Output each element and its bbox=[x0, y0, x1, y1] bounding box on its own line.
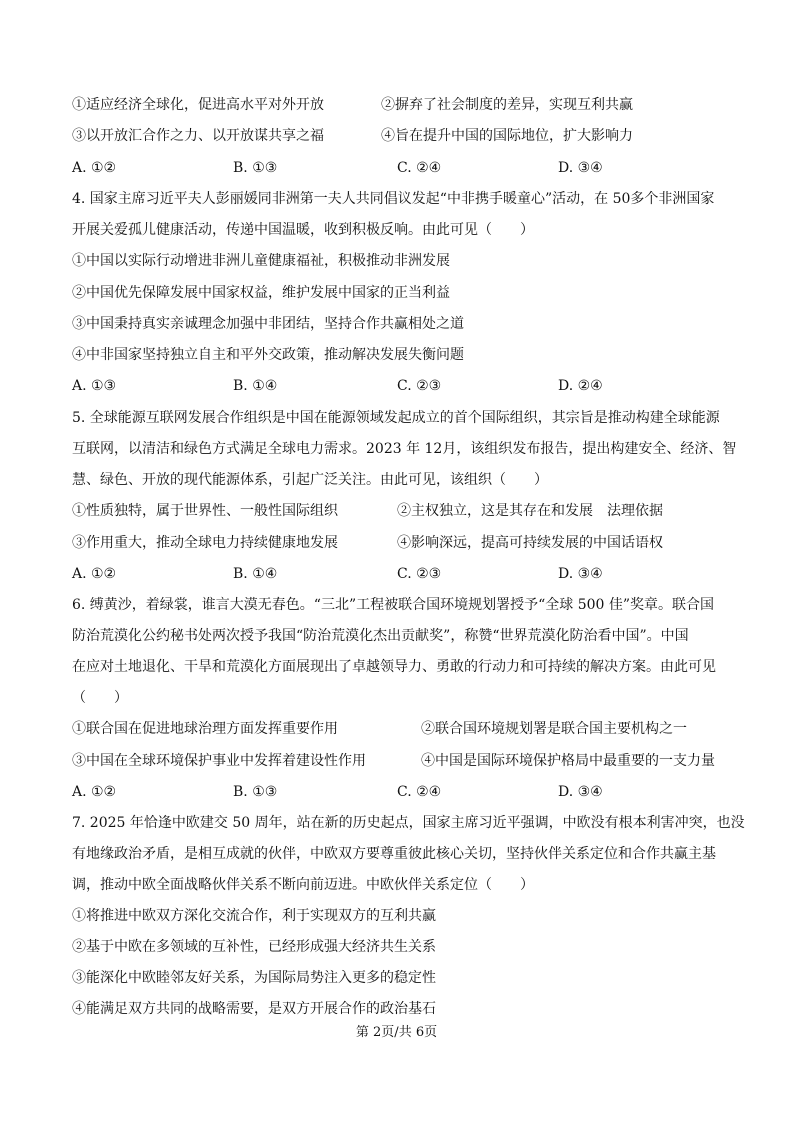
q4-answer-d: D. ②④ bbox=[558, 378, 603, 394]
q6-answer-d: D. ③④ bbox=[558, 784, 603, 800]
q7-option-3: ③能深化中欧睦邻友好关系，为国际局势注入更多的稳定性 bbox=[72, 970, 436, 986]
prev-option-4: ④旨在提升中国的国际地位，扩大影响力 bbox=[381, 128, 633, 144]
q5-stem-line-1: 5. 全球能源互联网发展合作组织是中国在能源领域发起成立的首个国际组织，其宗旨是推动构建全球能源 bbox=[72, 410, 720, 426]
prev-answer-c: C. ②④ bbox=[397, 160, 442, 176]
q7-stem-line-2: 有地缘政治矛盾，是相互成就的伙伴，中欧双方要尊重彼此核心关切，坚持伙伴关系定位和合作共赢主基 bbox=[72, 846, 716, 862]
q7-option-4: ④能满足双方共同的战略需要，是双方开展合作的政治基石 bbox=[72, 1001, 436, 1017]
q4-option-3: ③中国秉持真实亲诚理念加强中非团结，坚持合作共赢相处之道 bbox=[72, 316, 464, 332]
q4-option-4: ④中非国家坚持独立自主和平外交政策，推动解决发展失衡问题 bbox=[72, 347, 464, 363]
q6-answer-b: B. ①③ bbox=[233, 784, 278, 800]
q4-stem-line-2: 开展关爱孤儿健康活动，传递中国温暖，收到积极反响。由此可见（ ） bbox=[72, 222, 534, 238]
q5-stem-line-3: 慧、绿色、开放的现代能源体系，引起广泛关注。由此可见，该组织（ ） bbox=[72, 472, 548, 488]
prev-option-2: ②摒弃了社会制度的差异，实现互利共赢 bbox=[381, 97, 633, 113]
q6-answer-c: C. ②④ bbox=[397, 784, 442, 800]
q5-answer-c: C. ②③ bbox=[397, 566, 442, 582]
q5-option-4: ④影响深远，提高可持续发展的中国话语权 bbox=[397, 535, 663, 551]
q7-option-1: ①将推进中欧双方深化交流合作，利于实现双方的互利共赢 bbox=[72, 908, 436, 924]
q7-option-2: ②基于中欧在多领域的互补性，已经形成强大经济共生关系 bbox=[72, 939, 436, 955]
q4-option-2: ②中国优先保障发展中国家权益，维护发展中国家的正当利益 bbox=[72, 285, 450, 301]
q7-stem-line-3: 调，推动中欧全面战略伙伴关系不断向前迈进。中欧伙伴关系定位（ ） bbox=[72, 877, 534, 893]
q6-option-4: ④中国是国际环境保护格局中最重要的一支力量 bbox=[421, 753, 715, 769]
prev-answer-d: D. ③④ bbox=[558, 160, 603, 176]
q6-option-2: ②联合国环境规划署是联合国主要机构之一 bbox=[421, 721, 687, 737]
q4-option-1: ①中国以实际行动增进非洲儿童健康福祉，积极推动非洲发展 bbox=[72, 253, 450, 269]
q6-option-3: ③中国在全球环境保护事业中发挥着建设性作用 bbox=[72, 753, 366, 769]
q6-option-1: ①联合国在促进地球治理方面发挥重要作用 bbox=[72, 721, 338, 737]
q5-option-3: ③作用重大，推动全球电力持续健康地发展 bbox=[72, 535, 338, 551]
prev-option-3: ③以开放汇合作之力、以开放谋共享之福 bbox=[72, 128, 324, 144]
q5-option-1: ①性质独特，属于世界性、一般性国际组织 bbox=[72, 503, 338, 519]
q4-answer-c: C. ②③ bbox=[397, 378, 442, 394]
prev-answer-b: B. ①③ bbox=[233, 160, 278, 176]
q6-answer-a: A. ①② bbox=[72, 784, 117, 800]
q5-option-2: ②主权独立，这是其存在和发展 法理依据 bbox=[397, 503, 663, 519]
q4-answer-a: A. ①③ bbox=[72, 378, 117, 394]
q7-stem-line-1: 7. 2025 年恰逢中欧建交 50 周年，站在新的历史起点，国家主席习近平强调，中欧没有根本利害冲突，也没 bbox=[72, 815, 745, 831]
q6-stem-line-3: 在应对土地退化、干旱和荒漠化方面展现出了卓越领导力、勇敢的行动力和可持续的解决方案。由此可见 bbox=[72, 659, 716, 675]
page-footer: 第 2页/共 6页 bbox=[355, 1025, 438, 1040]
q5-answer-d: D. ③④ bbox=[558, 566, 603, 582]
q4-stem-line-1: 4. 国家主席习近平夫人彭丽媛同非洲第一夫人共同倡议发起“中非携手暖童心”活动，在 50多个非洲国家 bbox=[72, 191, 715, 207]
q6-stem-line-1: 6. 缚黄沙，着绿裳，谁言大漠无春色。“三北”工程被联合国环境规划署授予“全球 500 佳”奖章。联合国 bbox=[72, 597, 715, 613]
q5-answer-b: B. ①④ bbox=[233, 566, 278, 582]
q6-stem-line-4: （ ） bbox=[72, 690, 128, 706]
q4-answer-b: B. ①④ bbox=[233, 378, 278, 394]
prev-answer-a: A. ①② bbox=[72, 160, 117, 176]
q5-answer-a: A. ①② bbox=[72, 566, 117, 582]
q5-stem-line-2: 互联网，以清洁和绿色方式满足全球电力需求。2023 年 12月，该组织发布报告，提出构建安全、经济、智 bbox=[72, 441, 737, 457]
q6-stem-line-2: 防治荒漠化公约秘书处两次授予我国“防治荒漠化杰出贡献奖”，称赞“世界荒漠化防治看中国”。中国 bbox=[72, 628, 689, 644]
prev-option-1: ①适应经济全球化，促进高水平对外开放 bbox=[72, 97, 324, 113]
